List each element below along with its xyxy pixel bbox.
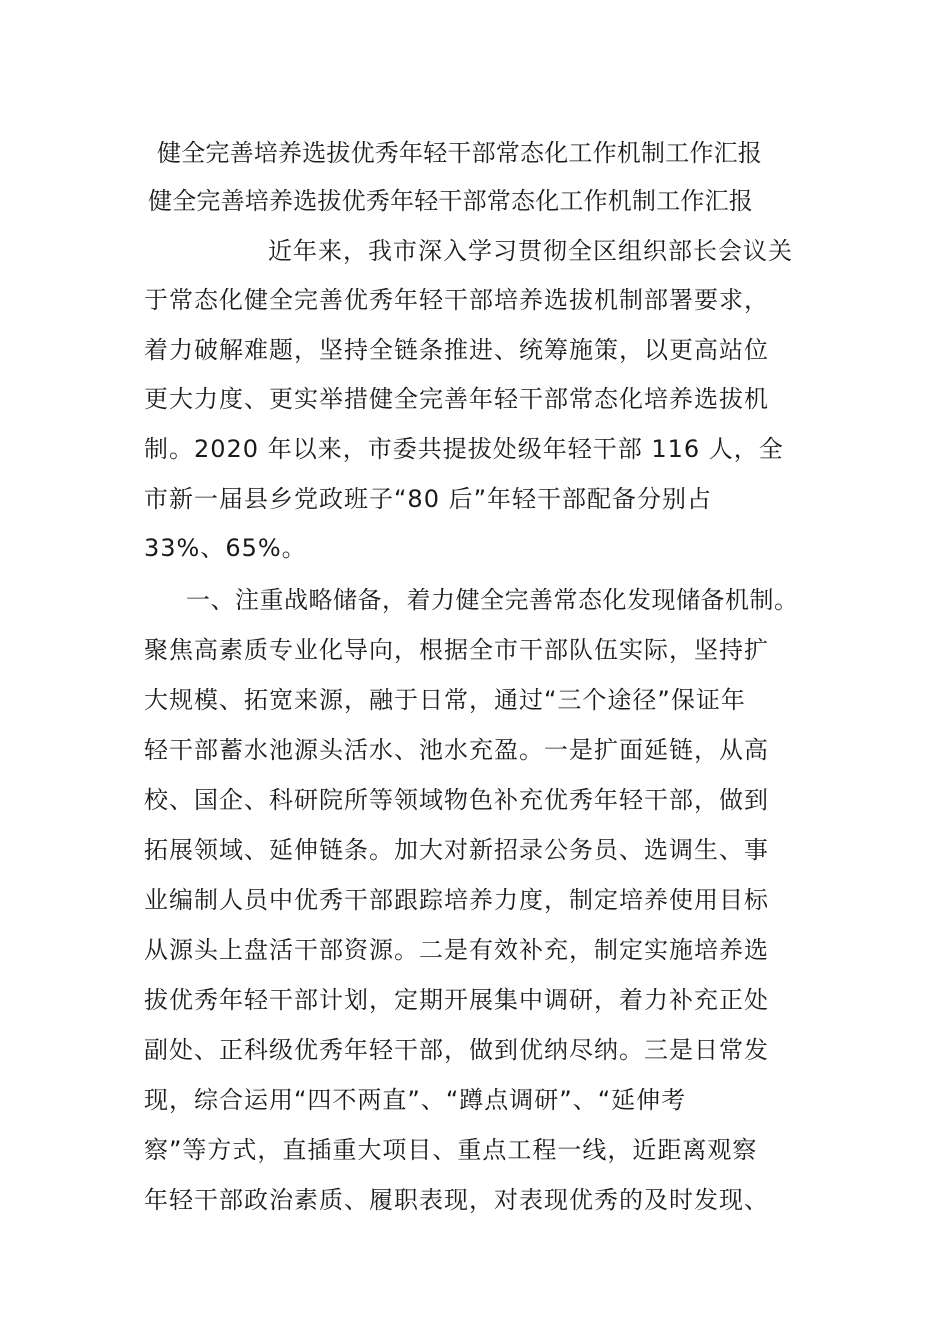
paragraph-line: 近年来，我市深入学习贯彻全区组织部长会议关 (268, 237, 793, 265)
paragraph-line: 年轻干部政治素质、履职表现，对表现优秀的及时发现、 (144, 1186, 769, 1214)
paragraph-line: 大规模、拓宽来源，融于日常，通过“三个途径”保证年 (144, 686, 746, 714)
paragraph-line: 察”等方式，直插重大项目、重点工程一线，近距离观察 (144, 1136, 758, 1164)
paragraph-line: 拔优秀年轻干部计划，定期开展集中调研，着力补充正处 (144, 986, 769, 1014)
paragraph-line: 轻干部蓄水池源头活水、池水充盈。一是扩面延链，从高 (144, 736, 769, 764)
document-title: 健全完善培养选拔优秀年轻干部常态化工作机制工作汇报 (157, 139, 762, 167)
paragraph-line: 聚焦高素质专业化导向，根据全市干部队伍实际，坚持扩 (144, 636, 769, 664)
paragraph-line: 制。2020 年以来，市委共提拔处级年轻干部 116 人，全 (144, 435, 784, 463)
paragraph-line: 更大力度、更实举措健全完善年轻干部常态化培养选拔机 (144, 385, 769, 413)
section-heading-line: 一、注重战略储备，着力健全完善常态化发现储备机制。 (186, 586, 799, 614)
paragraph-line: 业编制人员中优秀干部跟踪培养力度，制定培养使用目标 (144, 886, 769, 914)
paragraph-line: 副处、正科级优秀年轻干部，做到优纳尽纳。三是日常发 (144, 1036, 769, 1064)
paragraph-line: 33%、65%。 (144, 534, 307, 562)
paragraph-line: 从源头上盘活干部资源。二是有效补充，制定实施培养选 (144, 936, 769, 964)
document-title-repeat: 健全完善培养选拔优秀年轻干部常态化工作机制工作汇报 (148, 187, 753, 215)
paragraph-line: 着力破解难题，坚持全链条推进、统筹施策，以更高站位 (144, 336, 769, 364)
paragraph-line: 市新一届县乡党政班子“80 后”年轻干部配备分别占 (144, 485, 713, 513)
paragraph-line: 校、国企、科研院所等领域物色补充优秀年轻干部，做到 (144, 786, 769, 814)
paragraph-line: 拓展领域、延伸链条。加大对新招录公务员、选调生、事 (144, 836, 769, 864)
paragraph-line: 现，综合运用“四不两直”、“蹲点调研”、“延伸考 (144, 1086, 687, 1114)
paragraph-line: 于常态化健全完善优秀年轻干部培养选拔机制部署要求， (144, 286, 769, 314)
